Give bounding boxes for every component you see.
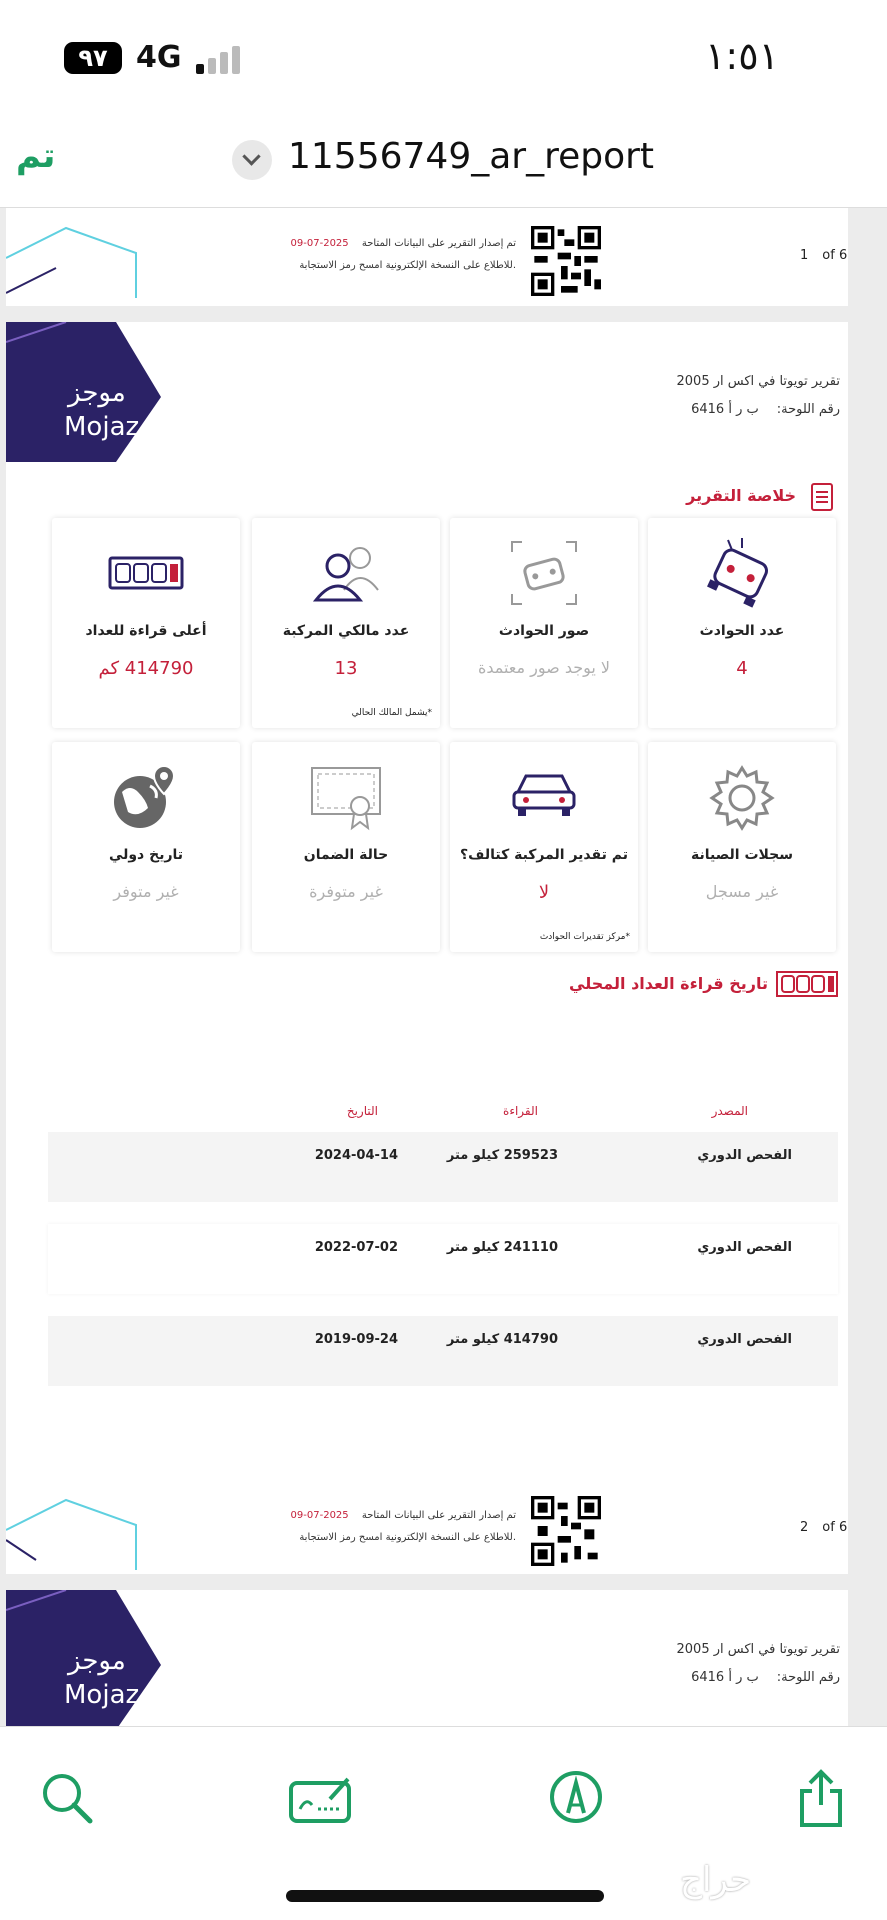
card-international-history: [52, 742, 240, 952]
document-viewer[interactable]: [0, 208, 887, 1726]
summary-title: خلاصة التقرير: [686, 486, 796, 505]
globe-pin-icon: [108, 762, 184, 834]
crashed-car-icon: [706, 538, 778, 608]
certificate-icon: [308, 762, 384, 832]
card-note: *مركز تقديرات الحوادث: [539, 932, 630, 942]
geometric-decoration-icon: [6, 1470, 146, 1570]
logo-english: Mojaz: [64, 1680, 140, 1710]
home-indicator[interactable]: [286, 1890, 604, 1902]
issued-date: 2025-07-09: [290, 1510, 349, 1521]
markup-icon[interactable]: [548, 1769, 604, 1825]
page-of: of 6: [822, 248, 848, 263]
report-document-icon: [810, 482, 834, 512]
card-total-loss: [450, 742, 638, 952]
card-maintenance-records: [648, 742, 836, 952]
geometric-decoration-icon: [6, 208, 146, 298]
card-value: 4: [736, 658, 748, 679]
card-owners-count: [252, 518, 440, 728]
scan-instructions: للاطلاع على النسخة الإلكترونية امسح رمز الاستجابة.: [299, 1532, 516, 1543]
report-title: تقرير تويوتا في اكس ار 2005: [676, 374, 840, 389]
haraj-watermark: حراج: [680, 1860, 752, 1900]
navigation-bar: [0, 110, 887, 208]
cell-reading: 259523 كيلو متر: [446, 1148, 558, 1163]
table-row: [48, 1316, 838, 1386]
page-2-footer: [6, 1470, 848, 1570]
card-warranty-status: [252, 742, 440, 952]
header-reading: القراءة: [503, 1104, 538, 1118]
plate-value: ب ر أ 6416: [691, 1670, 759, 1685]
card-value: 414790 كم: [98, 658, 194, 679]
logo-arabic: موجز: [68, 378, 126, 408]
plate-label: رقم اللوحة:: [776, 1670, 840, 1685]
card-label: أعلى قراءة للعداد: [85, 623, 207, 639]
card-value: لا: [538, 882, 550, 903]
page-3: [6, 1590, 848, 1726]
car-front-icon: [508, 762, 580, 822]
signature-icon[interactable]: [288, 1769, 354, 1827]
card-label: صور الحوادث: [498, 623, 590, 639]
card-label: سجلات الصيانة: [691, 847, 793, 863]
card-note: *يشمل المالك الحالي: [351, 708, 432, 718]
document-title: 11556749_ar_report: [288, 136, 655, 177]
qr-code-icon: [531, 226, 601, 296]
cell-source: الفحص الدوري: [697, 1332, 792, 1347]
odometer-section-icon: [776, 970, 838, 998]
card-label: عدد مالكي المركبة: [282, 623, 410, 639]
card-label: تاريخ دولي: [108, 847, 184, 863]
qr-code-icon: [531, 1496, 601, 1566]
battery-indicator: ٩٧: [64, 42, 122, 74]
page-2: [6, 322, 848, 1574]
page-1-footer: [6, 208, 848, 306]
card-max-odometer: [52, 518, 240, 728]
card-value: لا يوجد صور معتمدة: [477, 658, 611, 677]
gear-icon: [706, 762, 778, 834]
share-icon[interactable]: [796, 1769, 846, 1829]
page-of: of 6: [822, 1520, 848, 1535]
issued-date: 2025-07-09: [290, 238, 349, 249]
card-value: غير متوفر: [113, 882, 179, 901]
owners-icon: [308, 538, 384, 608]
table-header: [48, 1098, 838, 1128]
header-date: التاريخ: [346, 1104, 378, 1118]
clock: ١:٥١: [705, 34, 780, 78]
cell-date: 2024-04-14: [314, 1148, 398, 1163]
plate-label: رقم اللوحة:: [776, 402, 840, 417]
issued-text: تم إصدار التقرير على البيانات المتاحة: [361, 1510, 516, 1521]
report-title: تقرير تويوتا في اكس ار 2005: [676, 1642, 840, 1657]
odometer-title: تاريخ قراءة العداد المحلي: [569, 974, 768, 993]
logo-arabic: موجز: [68, 1646, 126, 1676]
page-number: 2: [800, 1520, 809, 1535]
page-number: 1: [800, 248, 809, 263]
logo-english: Mojaz: [64, 412, 140, 442]
status-bar: [0, 0, 887, 110]
card-label: تم تقدير المركبة كتالف؟: [460, 847, 628, 863]
odometer-icon: [106, 538, 186, 608]
cell-date: 2019-09-24: [314, 1332, 398, 1347]
card-value: 13: [334, 658, 358, 679]
card-accidents-count: [648, 518, 836, 728]
done-button[interactable]: تم: [16, 136, 56, 176]
card-value: غير متوفرة: [309, 882, 383, 901]
cell-source: الفحص الدوري: [697, 1148, 792, 1163]
card-accident-photos: [450, 518, 638, 728]
cell-reading: 241110 كيلو متر: [446, 1240, 558, 1255]
photo-frame-icon: [508, 538, 580, 608]
table-row: [48, 1132, 838, 1202]
plate-value: ب ر أ 6416: [691, 402, 759, 417]
signal-icon: [196, 46, 242, 74]
cell-date: 2022-07-02: [314, 1240, 398, 1255]
card-label: حالة الضمان: [303, 847, 389, 863]
chevron-down-icon[interactable]: [232, 140, 272, 180]
network-type: 4G: [136, 40, 182, 75]
card-label: عدد الحوادث: [699, 623, 785, 639]
table-row: [48, 1224, 838, 1294]
scan-instructions: للاطلاع على النسخة الإلكترونية امسح رمز الاستجابة.: [299, 260, 516, 271]
issued-text: تم إصدار التقرير على البيانات المتاحة: [361, 238, 516, 249]
cell-reading: 414790 كيلو متر: [446, 1332, 558, 1347]
cell-source: الفحص الدوري: [697, 1240, 792, 1255]
search-icon[interactable]: [38, 1769, 96, 1827]
card-value: غير مسجل: [705, 882, 779, 901]
header-source: المصدر: [711, 1104, 748, 1118]
